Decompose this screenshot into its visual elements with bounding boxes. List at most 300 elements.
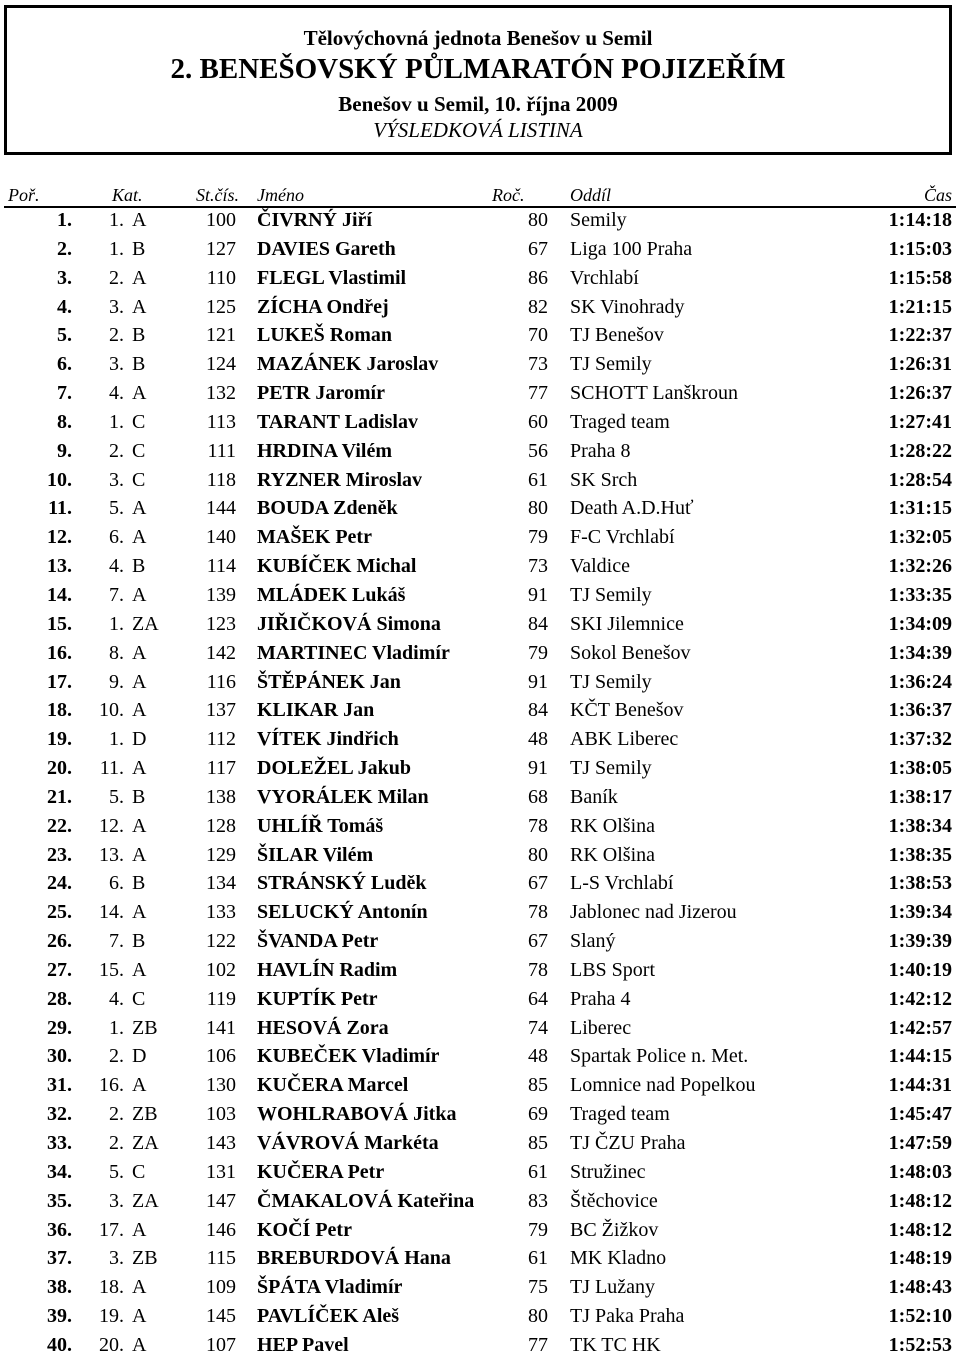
birth-year: 80 xyxy=(528,843,548,866)
club-name: Traged team xyxy=(570,1103,670,1126)
birth-year: 80 xyxy=(528,497,548,520)
finish-time: 1:52:53 xyxy=(888,1333,952,1356)
birth-year: 74 xyxy=(528,1016,548,1039)
result-position: 37. xyxy=(47,1247,72,1270)
start-number: 145 xyxy=(206,1305,236,1328)
category-code: C xyxy=(132,439,146,462)
result-position: 19. xyxy=(47,728,72,751)
category-rank: 2. xyxy=(109,1132,124,1154)
category-rank: 12. xyxy=(99,814,124,837)
birth-year: 73 xyxy=(528,353,548,376)
category-rank: 4. xyxy=(109,382,124,405)
finish-time: 1:28:22 xyxy=(888,439,952,462)
table-row xyxy=(0,668,960,697)
club-name: Praha 8 xyxy=(570,439,631,462)
club-name: SKI Jilemnice xyxy=(570,612,684,635)
category-rank: 3. xyxy=(109,1247,124,1270)
result-position: 29. xyxy=(47,1016,72,1039)
table-row xyxy=(0,1244,960,1273)
runner-name: PETR Jaromír xyxy=(257,382,385,405)
start-number: 144 xyxy=(206,497,236,520)
category-code: ZA xyxy=(132,1132,159,1154)
club-name: Sokol Benešov xyxy=(570,641,691,664)
start-number: 146 xyxy=(206,1218,236,1241)
finish-time: 1:45:47 xyxy=(888,1103,952,1126)
club-name: Jablonec nad Jizerou xyxy=(570,901,737,924)
category-code: ZA xyxy=(132,612,159,635)
start-number: 102 xyxy=(206,958,236,981)
runner-name: BOUDA Zdeněk xyxy=(257,497,398,520)
table-row xyxy=(0,379,960,408)
category-code: B xyxy=(132,785,146,808)
finish-time: 1:31:15 xyxy=(888,497,952,520)
table-row xyxy=(0,523,960,552)
finish-time: 1:34:09 xyxy=(888,612,952,635)
result-position: 15. xyxy=(47,612,72,635)
start-number: 119 xyxy=(206,987,236,1010)
category-code: C xyxy=(132,1160,146,1183)
club-name: Slaný xyxy=(570,930,616,953)
result-position: 6. xyxy=(57,353,72,376)
runner-name: HEP Pavel xyxy=(257,1333,349,1356)
category-rank: 19. xyxy=(99,1305,124,1328)
category-code: ZB xyxy=(132,1016,158,1039)
birth-year: 91 xyxy=(528,757,548,780)
runner-name: HRDINA Vilém xyxy=(257,439,392,462)
birth-year: 61 xyxy=(528,468,548,491)
table-row xyxy=(0,552,960,581)
runner-name: ŠTĚPÁNEK Jan xyxy=(257,670,401,693)
start-number: 110 xyxy=(206,266,236,289)
birth-year: 73 xyxy=(528,555,548,578)
start-number: 124 xyxy=(206,353,236,376)
results-table xyxy=(0,180,960,1360)
club-name: Semily xyxy=(570,209,627,231)
birth-year: 60 xyxy=(528,410,548,433)
table-header xyxy=(0,180,960,206)
club-name: SCHOTT Lanškroun xyxy=(570,382,738,405)
category-code: C xyxy=(132,410,146,433)
category-code: A xyxy=(132,1218,147,1241)
category-rank: 9. xyxy=(109,670,124,693)
runner-name: SELUCKÝ Antonín xyxy=(257,901,428,924)
category-code: A xyxy=(132,843,147,866)
start-number: 131 xyxy=(206,1160,236,1183)
table-row xyxy=(0,927,960,956)
result-position: 24. xyxy=(47,872,72,895)
birth-year: 79 xyxy=(528,641,548,664)
category-code: A xyxy=(132,382,147,405)
organizer-title: Tělovýchovná jednota Benešov u Semil xyxy=(303,26,653,50)
col-header-year: Roč. xyxy=(492,185,525,205)
birth-year: 80 xyxy=(528,1305,548,1328)
category-rank: 10. xyxy=(99,699,124,722)
category-rank: 1. xyxy=(109,612,124,635)
category-code: A xyxy=(132,266,147,289)
runner-name: FLEGL Vlastimil xyxy=(257,266,407,289)
table-row xyxy=(0,841,960,870)
finish-time: 1:38:17 xyxy=(888,785,952,808)
club-name: RK Olšina xyxy=(570,843,655,866)
result-position: 28. xyxy=(47,987,72,1010)
result-position: 3. xyxy=(57,266,72,289)
table-body xyxy=(0,206,960,1360)
result-position: 27. xyxy=(47,958,72,981)
finish-time: 1:14:18 xyxy=(888,209,952,231)
category-code: B xyxy=(132,930,146,953)
category-code: C xyxy=(132,468,146,491)
club-name: TJ Semily xyxy=(570,670,652,693)
category-rank: 5. xyxy=(109,497,124,520)
category-code: A xyxy=(132,699,147,722)
category-code: A xyxy=(132,1074,147,1097)
category-rank: 2. xyxy=(109,1045,124,1068)
category-code: B xyxy=(132,872,146,895)
table-row xyxy=(0,1042,960,1071)
club-name: BC Žižkov xyxy=(570,1218,659,1241)
runner-name: MAŠEK Petr xyxy=(257,526,372,549)
finish-time: 1:38:35 xyxy=(888,843,952,866)
start-number: 141 xyxy=(206,1016,236,1039)
start-number: 100 xyxy=(206,209,236,231)
table-row xyxy=(0,1331,960,1360)
club-name: TK TC HK xyxy=(570,1333,661,1356)
club-name: SK Vinohrady xyxy=(570,295,685,318)
category-rank: 2. xyxy=(109,266,124,289)
result-position: 14. xyxy=(47,583,72,606)
runner-name: UHLÍŘ Tomáš xyxy=(257,814,384,837)
col-header-pos: Poř. xyxy=(8,185,40,205)
start-number: 106 xyxy=(206,1045,236,1068)
club-name: Liga 100 Praha xyxy=(570,237,693,260)
result-position: 26. xyxy=(47,930,72,953)
category-rank: 5. xyxy=(109,785,124,808)
birth-year: 79 xyxy=(528,526,548,549)
finish-time: 1:47:59 xyxy=(888,1132,952,1154)
table-row xyxy=(0,610,960,639)
start-number: 139 xyxy=(206,583,236,606)
finish-time: 1:37:32 xyxy=(888,728,952,751)
finish-time: 1:36:24 xyxy=(888,670,952,693)
birth-year: 56 xyxy=(528,439,548,462)
col-header-name: Jméno xyxy=(257,185,304,205)
category-rank: 1. xyxy=(109,410,124,433)
birth-year: 61 xyxy=(528,1160,548,1183)
start-number: 103 xyxy=(206,1103,236,1126)
runner-name: KUBÍČEK Michal xyxy=(257,555,417,578)
event-date-place: Benešov u Semil, 10. října 2009 xyxy=(338,92,618,116)
table-row xyxy=(0,1158,960,1187)
table-row xyxy=(0,1187,960,1216)
start-number: 142 xyxy=(206,641,236,664)
runner-name: ČMAKALOVÁ Kateřina xyxy=(257,1189,475,1212)
birth-year: 70 xyxy=(528,324,548,347)
finish-time: 1:38:34 xyxy=(888,814,952,837)
table-row xyxy=(0,696,960,725)
runner-name: VYORÁLEK Milan xyxy=(257,785,429,808)
category-code: A xyxy=(132,583,147,606)
table-row xyxy=(0,783,960,812)
birth-year: 91 xyxy=(528,670,548,693)
club-name: Praha 4 xyxy=(570,987,631,1010)
table-row xyxy=(0,1071,960,1100)
birth-year: 78 xyxy=(528,814,548,837)
result-position: 32. xyxy=(47,1103,72,1126)
category-rank: 6. xyxy=(109,872,124,895)
table-row xyxy=(0,437,960,466)
category-code: D xyxy=(132,1045,147,1068)
birth-year: 67 xyxy=(528,930,548,953)
result-position: 33. xyxy=(47,1132,72,1154)
start-number: 107 xyxy=(206,1333,236,1356)
start-number: 128 xyxy=(206,814,236,837)
finish-time: 1:40:19 xyxy=(888,958,952,981)
finish-time: 1:27:41 xyxy=(888,410,952,433)
finish-time: 1:32:05 xyxy=(888,526,952,549)
club-name: MK Kladno xyxy=(570,1247,667,1270)
result-position: 31. xyxy=(47,1074,72,1097)
table-row xyxy=(0,985,960,1014)
runner-name: HAVLÍN Radim xyxy=(257,958,398,981)
table-row xyxy=(0,812,960,841)
category-rank: 3. xyxy=(109,1189,124,1212)
category-rank: 15. xyxy=(99,958,124,981)
birth-year: 82 xyxy=(528,295,548,318)
result-position: 20. xyxy=(47,757,72,780)
start-number: 137 xyxy=(206,699,236,722)
club-name: Stružinec xyxy=(570,1160,646,1183)
start-number: 130 xyxy=(206,1074,236,1097)
category-rank: 2. xyxy=(109,439,124,462)
result-position: 25. xyxy=(47,901,72,924)
category-rank: 16. xyxy=(99,1074,124,1097)
runner-name: JIŘIČKOVÁ Simona xyxy=(257,612,441,635)
birth-year: 85 xyxy=(528,1132,548,1154)
category-code: B xyxy=(132,324,146,347)
category-code: C xyxy=(132,987,146,1010)
birth-year: 78 xyxy=(528,958,548,981)
start-number: 115 xyxy=(206,1247,236,1270)
runner-name: VÍTEK Jindřich xyxy=(257,728,399,751)
result-position: 36. xyxy=(47,1218,72,1241)
club-name: Traged team xyxy=(570,410,670,433)
start-number: 127 xyxy=(206,237,236,260)
start-number: 122 xyxy=(206,930,236,953)
result-position: 40. xyxy=(47,1333,72,1356)
club-name: L-S Vrchlabí xyxy=(570,872,674,895)
finish-time: 1:39:34 xyxy=(888,901,952,924)
finish-time: 1:48:12 xyxy=(888,1189,952,1212)
category-rank: 6. xyxy=(109,526,124,549)
result-position: 34. xyxy=(47,1160,72,1183)
birth-year: 64 xyxy=(528,987,548,1010)
start-number: 140 xyxy=(206,526,236,549)
result-position: 12. xyxy=(47,526,72,549)
start-number: 125 xyxy=(206,295,236,318)
birth-year: 68 xyxy=(528,785,548,808)
birth-year: 84 xyxy=(528,612,548,635)
category-rank: 1. xyxy=(109,1016,124,1039)
runner-name: TARANT Ladislav xyxy=(257,410,418,433)
col-header-time: Čas xyxy=(923,185,952,205)
category-rank: 1. xyxy=(109,237,124,260)
result-position: 18. xyxy=(47,699,72,722)
birth-year: 79 xyxy=(528,1218,548,1241)
runner-name: ŠILAR Vilém xyxy=(257,843,374,866)
birth-year: 91 xyxy=(528,583,548,606)
col-header-club: Oddíl xyxy=(570,185,612,205)
finish-time: 1:48:43 xyxy=(888,1276,952,1299)
start-number: 118 xyxy=(206,468,236,491)
category-rank: 7. xyxy=(109,583,124,606)
runner-name: MAZÁNEK Jaroslav xyxy=(257,353,439,376)
category-code: A xyxy=(132,209,147,231)
birth-year: 48 xyxy=(528,728,548,751)
start-number: 132 xyxy=(206,382,236,405)
runner-name: DAVIES Gareth xyxy=(257,237,396,260)
start-number: 117 xyxy=(206,757,236,780)
runner-name: KUPTÍK Petr xyxy=(257,987,378,1010)
result-position: 11. xyxy=(48,497,72,520)
result-position: 4. xyxy=(57,295,72,318)
runner-name: RYZNER Miroslav xyxy=(257,468,423,491)
runner-name: KOČÍ Petr xyxy=(257,1218,352,1241)
runner-name: LUKEŠ Roman xyxy=(257,324,393,347)
birth-year: 67 xyxy=(528,237,548,260)
club-name: TJ Semily xyxy=(570,757,652,780)
finish-time: 1:26:31 xyxy=(888,353,952,376)
category-rank: 1. xyxy=(109,728,124,751)
runner-name: HESOVÁ Zora xyxy=(257,1016,389,1039)
result-position: 35. xyxy=(47,1189,72,1212)
category-code: A xyxy=(132,526,147,549)
club-name: RK Olšina xyxy=(570,814,655,837)
start-number: 121 xyxy=(206,324,236,347)
club-name: LBS Sport xyxy=(570,958,656,981)
result-position: 30. xyxy=(47,1045,72,1068)
table-row xyxy=(0,206,960,235)
category-code: A xyxy=(132,814,147,837)
finish-time: 1:22:37 xyxy=(888,324,952,347)
category-code: A xyxy=(132,1276,147,1299)
category-code: A xyxy=(132,1333,147,1356)
runner-name: ŠVANDA Petr xyxy=(257,930,379,953)
category-rank: 2. xyxy=(109,1103,124,1126)
table-row xyxy=(0,1014,960,1043)
table-row xyxy=(0,264,960,293)
result-position: 7. xyxy=(57,382,72,405)
result-position: 5. xyxy=(57,324,72,347)
table-row xyxy=(0,235,960,264)
category-code: B xyxy=(132,237,146,260)
category-code: A xyxy=(132,1305,147,1328)
runner-name: DOLEŽEL Jakub xyxy=(257,757,411,780)
finish-time: 1:44:31 xyxy=(888,1074,952,1097)
club-name: TJ Lužany xyxy=(570,1276,655,1299)
finish-time: 1:21:15 xyxy=(888,295,952,318)
category-code: A xyxy=(132,901,147,924)
club-name: TJ ČZU Praha xyxy=(570,1132,686,1154)
table-row xyxy=(0,754,960,783)
result-position: 2. xyxy=(57,237,72,260)
category-rank: 4. xyxy=(109,555,124,578)
start-number: 111 xyxy=(207,439,236,462)
result-position: 39. xyxy=(47,1305,72,1328)
finish-time: 1:48:12 xyxy=(888,1218,952,1241)
category-rank: 3. xyxy=(109,295,124,318)
category-rank: 17. xyxy=(99,1218,124,1241)
result-position: 16. xyxy=(47,641,72,664)
category-rank: 14. xyxy=(99,901,124,924)
category-code: A xyxy=(132,641,147,664)
category-code: A xyxy=(132,497,147,520)
category-rank: 5. xyxy=(109,1160,124,1183)
club-name: TJ Paka Praha xyxy=(570,1305,685,1328)
start-number: 134 xyxy=(206,872,236,895)
finish-time: 1:44:15 xyxy=(888,1045,952,1068)
runner-name: PAVLÍČEK Aleš xyxy=(257,1305,400,1328)
finish-time: 1:34:39 xyxy=(888,641,952,664)
result-position: 1. xyxy=(57,209,72,231)
result-position: 9. xyxy=(57,439,72,462)
finish-time: 1:52:10 xyxy=(888,1305,952,1328)
runner-name: KUČERA Marcel xyxy=(257,1074,409,1097)
finish-time: 1:38:53 xyxy=(888,872,952,895)
table-row xyxy=(0,581,960,610)
table-row xyxy=(0,869,960,898)
club-name: Liberec xyxy=(570,1016,632,1039)
category-rank: 20. xyxy=(99,1333,124,1356)
birth-year: 69 xyxy=(528,1103,548,1126)
start-number: 143 xyxy=(206,1132,236,1154)
club-name: Death A.D.Huť xyxy=(570,497,694,520)
birth-year: 77 xyxy=(528,1333,548,1356)
col-header-kat: Kat. xyxy=(112,185,143,205)
club-name: Štěchovice xyxy=(570,1189,658,1212)
category-code: ZB xyxy=(132,1103,158,1126)
club-name: Baník xyxy=(570,785,618,808)
table-row xyxy=(0,1129,960,1158)
category-rank: 4. xyxy=(109,987,124,1010)
start-number: 109 xyxy=(206,1276,236,1299)
category-rank: 1. xyxy=(109,209,124,231)
header-box xyxy=(4,5,952,155)
birth-year: 77 xyxy=(528,382,548,405)
category-rank: 11. xyxy=(99,757,124,780)
runner-name: MARTINEC Vladimír xyxy=(257,641,450,664)
finish-time: 1:26:37 xyxy=(888,382,952,405)
finish-time: 1:38:05 xyxy=(888,757,952,780)
birth-year: 61 xyxy=(528,1247,548,1270)
birth-year: 86 xyxy=(528,266,548,289)
finish-time: 1:48:19 xyxy=(888,1247,952,1270)
category-code: A xyxy=(132,958,147,981)
birth-year: 78 xyxy=(528,901,548,924)
table-row xyxy=(0,1302,960,1331)
table-row xyxy=(0,408,960,437)
category-code: D xyxy=(132,728,147,751)
birth-year: 80 xyxy=(528,209,548,231)
club-name: KČT Benešov xyxy=(570,699,684,722)
table-row xyxy=(0,898,960,927)
birth-year: 48 xyxy=(528,1045,548,1068)
result-position: 38. xyxy=(47,1276,72,1299)
category-code: B xyxy=(132,353,146,376)
club-name: TJ Semily xyxy=(570,583,652,606)
finish-time: 1:32:26 xyxy=(888,555,952,578)
category-rank: 3. xyxy=(109,353,124,376)
results-list-title: VÝSLEDKOVÁ LISTINA xyxy=(373,118,583,142)
